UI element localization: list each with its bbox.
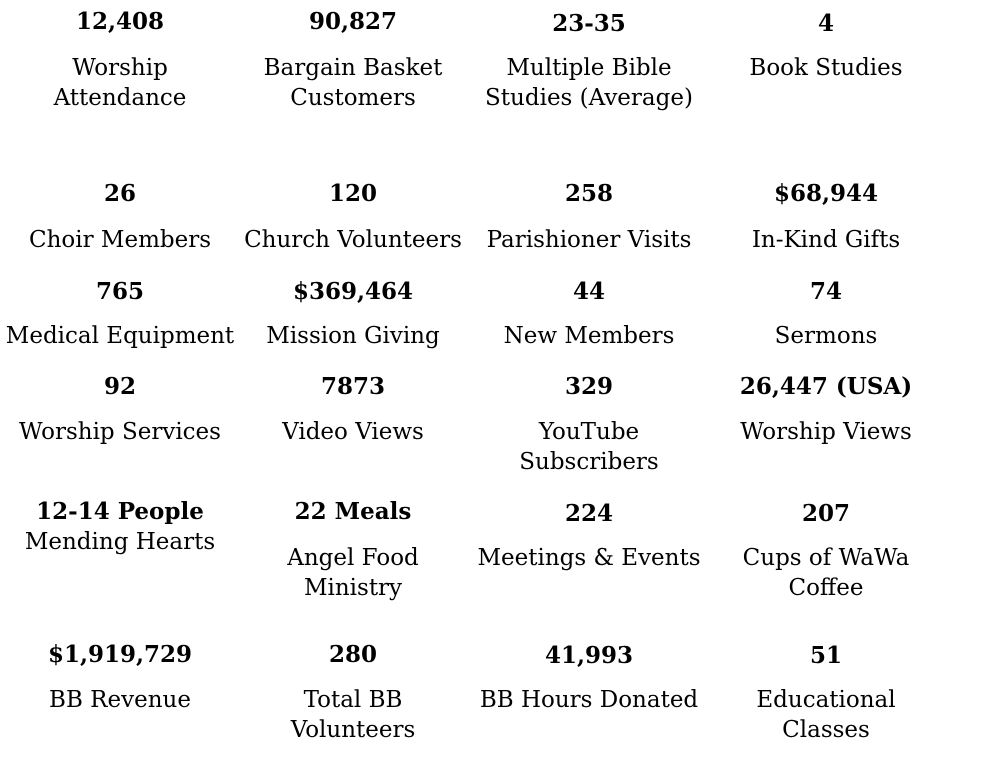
stat-value: 41,993 [544, 642, 634, 669]
stat-value: 765 [95, 278, 144, 305]
stat-value: $68,944 [773, 180, 879, 207]
stat-label: Mending Hearts [24, 529, 216, 555]
stat-label: Medical Equipment [5, 323, 235, 349]
stat-label: Cups of WaWa Coffee [742, 545, 910, 601]
stat-label: Book Studies [749, 55, 903, 81]
stat-label: Parishioner Visits [486, 227, 692, 253]
stat-label: Sermons [774, 323, 878, 349]
stat-value: 22 Meals [294, 498, 412, 525]
stat-value: 74 [809, 278, 842, 305]
stat-label: Educational Classes [756, 687, 896, 743]
stat-label: Worship Services [19, 419, 221, 445]
stat-label: YouTube Subscribers [519, 419, 659, 475]
stat-label: In-Kind Gifts [751, 227, 901, 253]
stat-value: 224 [564, 500, 613, 527]
stat-label: Mission Giving [266, 323, 440, 349]
stat-value: 207 [801, 500, 850, 527]
stat-value: 258 [564, 180, 613, 207]
stat-value: 51 [809, 642, 842, 669]
stat-label: Angel Food Ministry [287, 545, 419, 601]
stat-label: BB Revenue [49, 687, 191, 713]
stat-value: 44 [572, 278, 605, 305]
stat-label: Meetings & Events [477, 545, 701, 571]
stat-value: 26 [103, 180, 136, 207]
stat-label: Church Volunteers [244, 227, 462, 253]
stat-value: 92 [103, 373, 136, 400]
stat-value: 280 [328, 641, 377, 668]
stat-label: Total BB Volunteers [290, 687, 416, 743]
stat-label: Video Views [282, 419, 424, 445]
stat-value: 4 [817, 10, 834, 37]
stat-label: Worship Views [740, 419, 912, 445]
stat-value: 12,408 [75, 8, 165, 35]
stat-value: 7873 [320, 373, 385, 400]
stat-label: New Members [503, 323, 675, 349]
stat-value: 26,447 (USA) [739, 373, 913, 400]
stat-value: 12-14 People [36, 498, 204, 525]
stat-value: 120 [328, 180, 377, 207]
stat-value: 23-35 [552, 10, 626, 37]
stat-label: BB Hours Donated [479, 687, 699, 713]
stat-value: 90,827 [308, 8, 398, 35]
stat-label: Worship Attendance [53, 55, 187, 111]
stat-label: Multiple Bible Studies (Average) [485, 55, 693, 111]
stat-label: Bargain Basket Customers [263, 55, 443, 111]
stat-value: $1,919,729 [47, 641, 193, 668]
stat-value: 329 [564, 373, 613, 400]
stat-value: $369,464 [292, 278, 414, 305]
stat-label: Choir Members [28, 227, 212, 253]
